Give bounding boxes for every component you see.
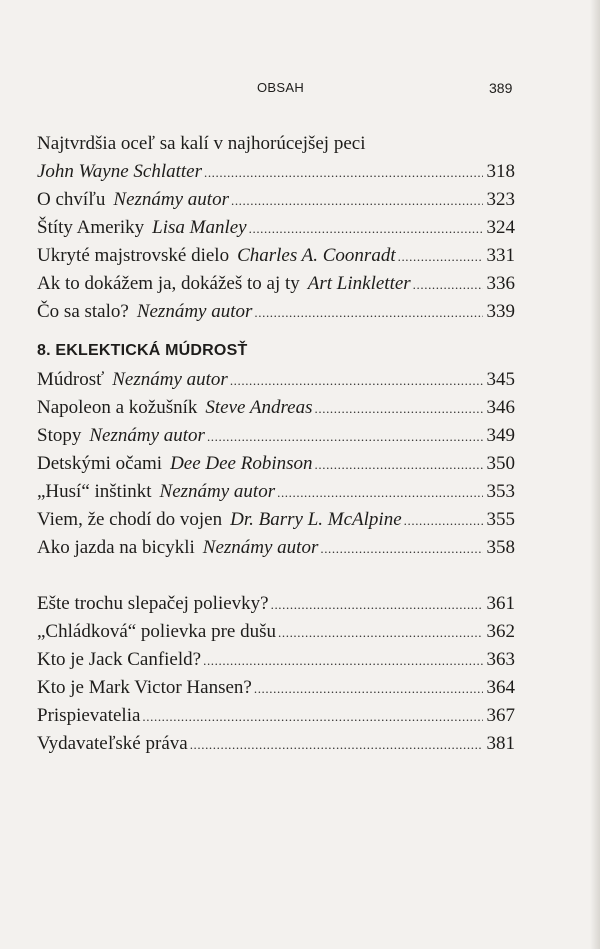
entry-title: „Chládková“ polievka pre dušu — [37, 621, 277, 642]
dot-leader — [315, 451, 483, 479]
entry-title: Kto je Mark Victor Hansen? — [37, 677, 252, 698]
entry-page: 358 — [486, 537, 515, 558]
entry-page: 318 — [486, 161, 515, 182]
entry-title: Prispievatelia — [37, 705, 141, 726]
dot-leader — [413, 271, 483, 299]
dot-leader — [278, 619, 482, 647]
dot-leader — [404, 507, 483, 535]
dot-leader — [231, 187, 483, 215]
entry-title: Ukryté majstrovské dielo — [37, 245, 230, 266]
entry-title: Viem, že chodí do vojen — [37, 509, 223, 530]
toc-entry — [37, 534, 515, 562]
entry-author: Neznámy autor — [113, 189, 229, 210]
running-head-title: OBSAH — [257, 80, 305, 95]
toc-entry — [37, 646, 515, 674]
page-edge — [590, 0, 600, 949]
entry-author: Neznámy autor — [136, 301, 253, 322]
entry-page: 324 — [486, 217, 515, 238]
entry-author: Neznámy autor — [89, 425, 205, 446]
dot-leader — [320, 535, 482, 563]
dot-leader — [271, 591, 483, 619]
toc-entry — [37, 130, 515, 158]
toc-entry — [37, 394, 515, 422]
entry-author: Neznámy autor — [159, 481, 276, 502]
entry-title: Detskými očami — [37, 453, 163, 474]
toc-entry — [37, 214, 515, 242]
dot-leader — [204, 159, 483, 187]
entry-page: 323 — [486, 189, 515, 210]
entry-page: 339 — [486, 301, 515, 322]
toc-entry — [37, 450, 515, 478]
entry-author: Dee Dee Robinson — [170, 453, 313, 474]
entry-author: Lisa Manley — [152, 217, 247, 238]
dot-leader — [207, 423, 483, 451]
table-of-contents — [37, 130, 515, 758]
dot-leader — [203, 647, 482, 675]
toc-entry — [37, 478, 515, 506]
entry-title: Múdrosť — [37, 369, 105, 390]
entry-title: Napoleon a kožušník — [37, 397, 198, 418]
dot-leader — [254, 675, 483, 703]
dot-leader — [190, 731, 483, 759]
entry-title: Štíty Ameriky — [37, 217, 145, 238]
entry-title: Ak to dokážem ja, dokážeš to aj ty — [37, 273, 300, 294]
toc-entry — [37, 298, 515, 326]
entry-title: Ešte trochu slepačej polievky? — [37, 593, 269, 614]
entry-author: Neznámy autor — [112, 369, 228, 390]
entry-author: Art Linkletter — [307, 273, 411, 294]
entry-author: Dr. Barry L. McAlpine — [230, 509, 402, 530]
toc-entry — [37, 590, 515, 618]
entry-title: Čo sa stalo? — [37, 301, 129, 322]
entry-page: 363 — [486, 649, 515, 670]
entry-page: 346 — [486, 397, 515, 418]
entry-page: 331 — [486, 245, 515, 266]
entry-author: John Wayne Schlatter — [37, 161, 202, 182]
entry-page: 362 — [486, 621, 515, 642]
entry-author: Charles A. Coonradt — [237, 245, 396, 266]
entry-title: Najtvrdšia oceľ sa kalí v najhorúcejšej peci — [37, 133, 366, 154]
dot-leader — [277, 479, 482, 507]
entry-page: 355 — [486, 509, 515, 530]
entry-page: 350 — [486, 453, 515, 474]
entry-page: 381 — [486, 733, 515, 754]
entry-page: 367 — [486, 705, 515, 726]
entry-author: Neznámy autor — [202, 537, 319, 558]
entry-page: 353 — [486, 481, 515, 502]
entry-page: 364 — [486, 677, 515, 698]
entry-page: 349 — [486, 425, 515, 446]
entry-title: Kto je Jack Canfield? — [37, 649, 202, 670]
toc-entry — [37, 270, 515, 298]
toc-entry — [37, 186, 515, 214]
dot-leader — [398, 243, 483, 271]
section-heading: 8. EKLEKTICKÁ MÚDROSŤ — [37, 342, 248, 359]
entry-title: „Husí“ inštinkt — [37, 481, 152, 502]
toc-entry — [37, 242, 515, 270]
toc-entry — [37, 702, 515, 730]
dot-leader — [249, 215, 483, 243]
toc-entry — [37, 674, 515, 702]
dot-leader — [230, 367, 483, 395]
dot-leader — [142, 703, 482, 731]
running-head — [0, 78, 600, 100]
toc-entry — [37, 158, 515, 186]
entry-page: 336 — [486, 273, 515, 294]
toc-entry — [37, 366, 515, 394]
group-spacer — [37, 562, 515, 590]
toc-entry — [37, 730, 515, 758]
entry-title: Vydavateľské práva — [37, 733, 188, 754]
dot-leader — [315, 395, 483, 423]
toc-entry — [37, 422, 515, 450]
entry-author: Steve Andreas — [205, 397, 313, 418]
dot-leader — [254, 299, 482, 327]
entry-page: 345 — [486, 369, 515, 390]
toc-entry — [37, 506, 515, 534]
toc-entry — [37, 618, 515, 646]
page-number: 389 — [489, 80, 513, 96]
entry-page: 361 — [486, 593, 515, 614]
entry-title: O chvíľu — [37, 189, 106, 210]
entry-title: Ako jazda na bicykli — [37, 537, 195, 558]
entry-title: Stopy — [37, 425, 82, 446]
